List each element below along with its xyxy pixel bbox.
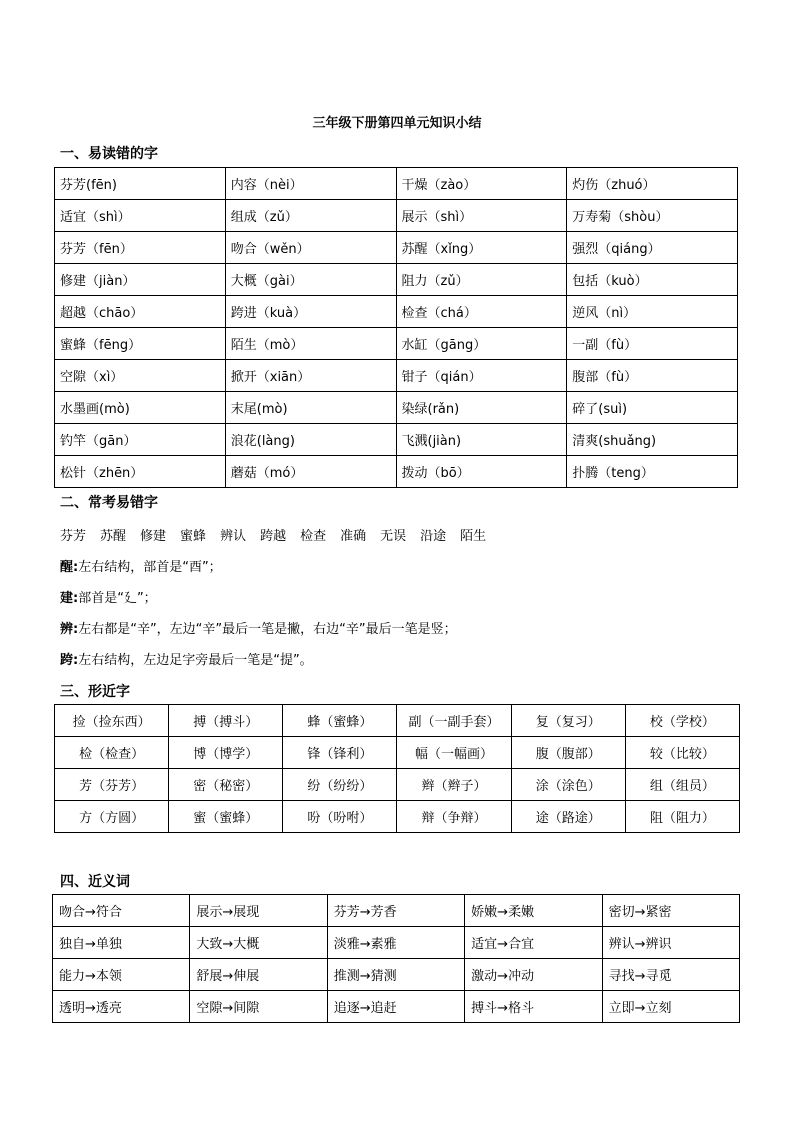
table-cell: 搏斗→格斗 (465, 991, 602, 1023)
table-cell: 展示（shì） (396, 200, 567, 232)
note-char: 辨: (60, 622, 79, 637)
word-item: 无误 (380, 529, 407, 544)
table-row (55, 328, 738, 360)
table-row (55, 424, 738, 456)
table-cell: 搏（搏斗） (169, 705, 283, 737)
table-cell: 水墨画(mò) (55, 392, 226, 424)
section3-heading: 三、形近字 (60, 684, 130, 700)
word-item: 跨越 (260, 529, 287, 544)
table-cell: 蜂（蜜蜂） (283, 705, 397, 737)
table-cell: 适宜（shì） (55, 200, 226, 232)
table-cell: 芬芳(fēn) (55, 168, 226, 200)
word-item: 陌生 (460, 529, 487, 544)
table-row (53, 895, 740, 927)
similar-chars-table (54, 704, 740, 833)
table-cell: 舒展→伸展 (190, 959, 327, 991)
table-cell: 吩（吩咐） (283, 801, 397, 833)
table-cell: 浪花(làng) (225, 424, 396, 456)
table-cell: 苏醒（xǐng） (396, 232, 567, 264)
note-text: 左右结构，部首是“酉”； (78, 560, 222, 575)
table-row (55, 168, 738, 200)
synonyms-table (52, 894, 740, 1023)
note-jian (60, 587, 157, 606)
table-cell: 淡雅→素雅 (327, 927, 464, 959)
table-row (55, 232, 738, 264)
table-row (53, 991, 740, 1023)
table-row (55, 801, 740, 833)
table-cell: 大概（gài） (225, 264, 396, 296)
table-cell: 蘑菇（mó） (225, 456, 396, 488)
table-cell: 扑腾（teng） (567, 456, 738, 488)
note-char: 跨: (60, 653, 79, 668)
table-cell: 立即→立刻 (602, 991, 739, 1023)
table-cell: 空隙→间隙 (190, 991, 327, 1023)
table-cell: 适宜→合宜 (465, 927, 602, 959)
table-cell: 独自→单独 (53, 927, 190, 959)
table-cell: 辨认→辨识 (602, 927, 739, 959)
misread-chars-table (54, 167, 738, 488)
table-cell: 万寿菊（shòu） (567, 200, 738, 232)
table-cell: 涂（涂色） (511, 769, 625, 801)
table-cell: 阻力（zǔ） (396, 264, 567, 296)
table-cell: 腹部（fù） (567, 360, 738, 392)
section1-heading: 一、易读错的字 (60, 146, 158, 162)
table-cell: 激动→冲动 (465, 959, 602, 991)
table-cell: 密（秘密） (169, 769, 283, 801)
table-cell: 追逐→追赶 (327, 991, 464, 1023)
table-cell: 腹（腹部） (511, 737, 625, 769)
section4-heading: 四、近义词 (60, 874, 130, 890)
table-cell: 染绿(rǎn) (396, 392, 567, 424)
table-cell: 博（博学） (169, 737, 283, 769)
table-cell: 纷（纷纷） (283, 769, 397, 801)
table-cell: 清爽(shuǎng) (567, 424, 738, 456)
table-cell: 校（学校） (625, 705, 739, 737)
table-cell: 跨进（kuà） (225, 296, 396, 328)
table-cell: 组（组员） (625, 769, 739, 801)
table-cell: 密切→紧密 (602, 895, 739, 927)
table-cell: 透明→透亮 (53, 991, 190, 1023)
table-cell: 芬芳（fēn） (55, 232, 226, 264)
table-cell: 灼伤（zhuó） (567, 168, 738, 200)
table-cell: 一副（fù） (567, 328, 738, 360)
note-char: 建: (60, 591, 79, 606)
table-cell: 检查（chá） (396, 296, 567, 328)
table-cell: 展示→展现 (190, 895, 327, 927)
table-cell: 强烈（qiáng） (567, 232, 738, 264)
word-item: 沿途 (420, 529, 447, 544)
table-cell: 捡（捡东西） (55, 705, 169, 737)
table-cell: 组成（zǔ） (225, 200, 396, 232)
page-title: 三年级下册第四单元知识小结 (312, 116, 482, 131)
table-row (55, 360, 738, 392)
table-cell: 幅（一幅画） (397, 737, 511, 769)
table-row (55, 296, 738, 328)
table-cell: 方（方圆） (55, 801, 169, 833)
table-cell: 内容（nèi） (225, 168, 396, 200)
table-cell: 能力→本领 (53, 959, 190, 991)
table-cell: 途（路途） (511, 801, 625, 833)
table-cell: 碎了(suì) (567, 392, 738, 424)
table-row (55, 264, 738, 296)
word-item: 苏醒 (100, 529, 127, 544)
table-cell: 钳子（qián） (396, 360, 567, 392)
table-cell: 检（检查） (55, 737, 169, 769)
error-prone-words (60, 525, 500, 544)
table-cell: 陌生（mò） (225, 328, 396, 360)
table-row (55, 392, 738, 424)
table-cell: 大致→大概 (190, 927, 327, 959)
note-kua (60, 649, 313, 668)
word-item: 检查 (300, 529, 327, 544)
table-cell: 拨动（bō） (396, 456, 567, 488)
table-cell: 吻合→符合 (53, 895, 190, 927)
note-char: 醒: (60, 560, 79, 575)
table-cell: 蜜蜂（fēng） (55, 328, 226, 360)
table-cell: 水缸（gāng） (396, 328, 567, 360)
table-row (55, 737, 740, 769)
table-cell: 包括（kuò） (567, 264, 738, 296)
table-cell: 娇嫩→柔嫩 (465, 895, 602, 927)
table-cell: 松针（zhēn） (55, 456, 226, 488)
note-xing (60, 556, 222, 575)
table-cell: 推测→猜测 (327, 959, 464, 991)
table-cell: 飞溅(jiàn) (396, 424, 567, 456)
note-text: 左右都是“辛”，左边“辛”最后一笔是撇，右边“辛”最后一笔是竖； (78, 622, 457, 637)
word-item: 辨认 (220, 529, 247, 544)
table-row (53, 927, 740, 959)
table-cell: 空隙（xì） (55, 360, 226, 392)
word-item: 芬芳 (60, 529, 87, 544)
table-cell: 辫（辫子） (397, 769, 511, 801)
table-cell: 超越（chāo） (55, 296, 226, 328)
table-cell: 修建（jiàn） (55, 264, 226, 296)
table-cell: 芬芳→芳香 (327, 895, 464, 927)
table-cell: 寻找→寻觅 (602, 959, 739, 991)
table-cell: 复（复习） (511, 705, 625, 737)
table-row (53, 959, 740, 991)
table-cell: 阻（阻力） (625, 801, 739, 833)
section2-heading: 二、常考易错字 (60, 495, 158, 511)
table-cell: 掀开（xiān） (225, 360, 396, 392)
table-row (55, 705, 740, 737)
table-cell: 吻合（wěn） (225, 232, 396, 264)
table-cell: 副（一副手套） (397, 705, 511, 737)
table-cell: 逆风（nì） (567, 296, 738, 328)
word-item: 蜜蜂 (180, 529, 207, 544)
table-cell: 末尾(mò) (225, 392, 396, 424)
word-item: 准确 (340, 529, 367, 544)
table-cell: 钓竿（gān） (55, 424, 226, 456)
table-cell: 锋（锋利） (283, 737, 397, 769)
table-cell: 辩（争辩） (397, 801, 511, 833)
note-text: 部首是“廴”； (78, 591, 157, 606)
note-bian (60, 618, 457, 637)
table-row (55, 769, 740, 801)
table-row (55, 200, 738, 232)
table-cell: 蜜（蜜蜂） (169, 801, 283, 833)
table-cell: 较（比较） (625, 737, 739, 769)
word-item: 修建 (140, 529, 167, 544)
table-cell: 干燥（zào） (396, 168, 567, 200)
table-row (55, 456, 738, 488)
table-cell: 芳（芬芳） (55, 769, 169, 801)
note-text: 左右结构，左边足字旁最后一笔是“提”。 (78, 653, 313, 668)
